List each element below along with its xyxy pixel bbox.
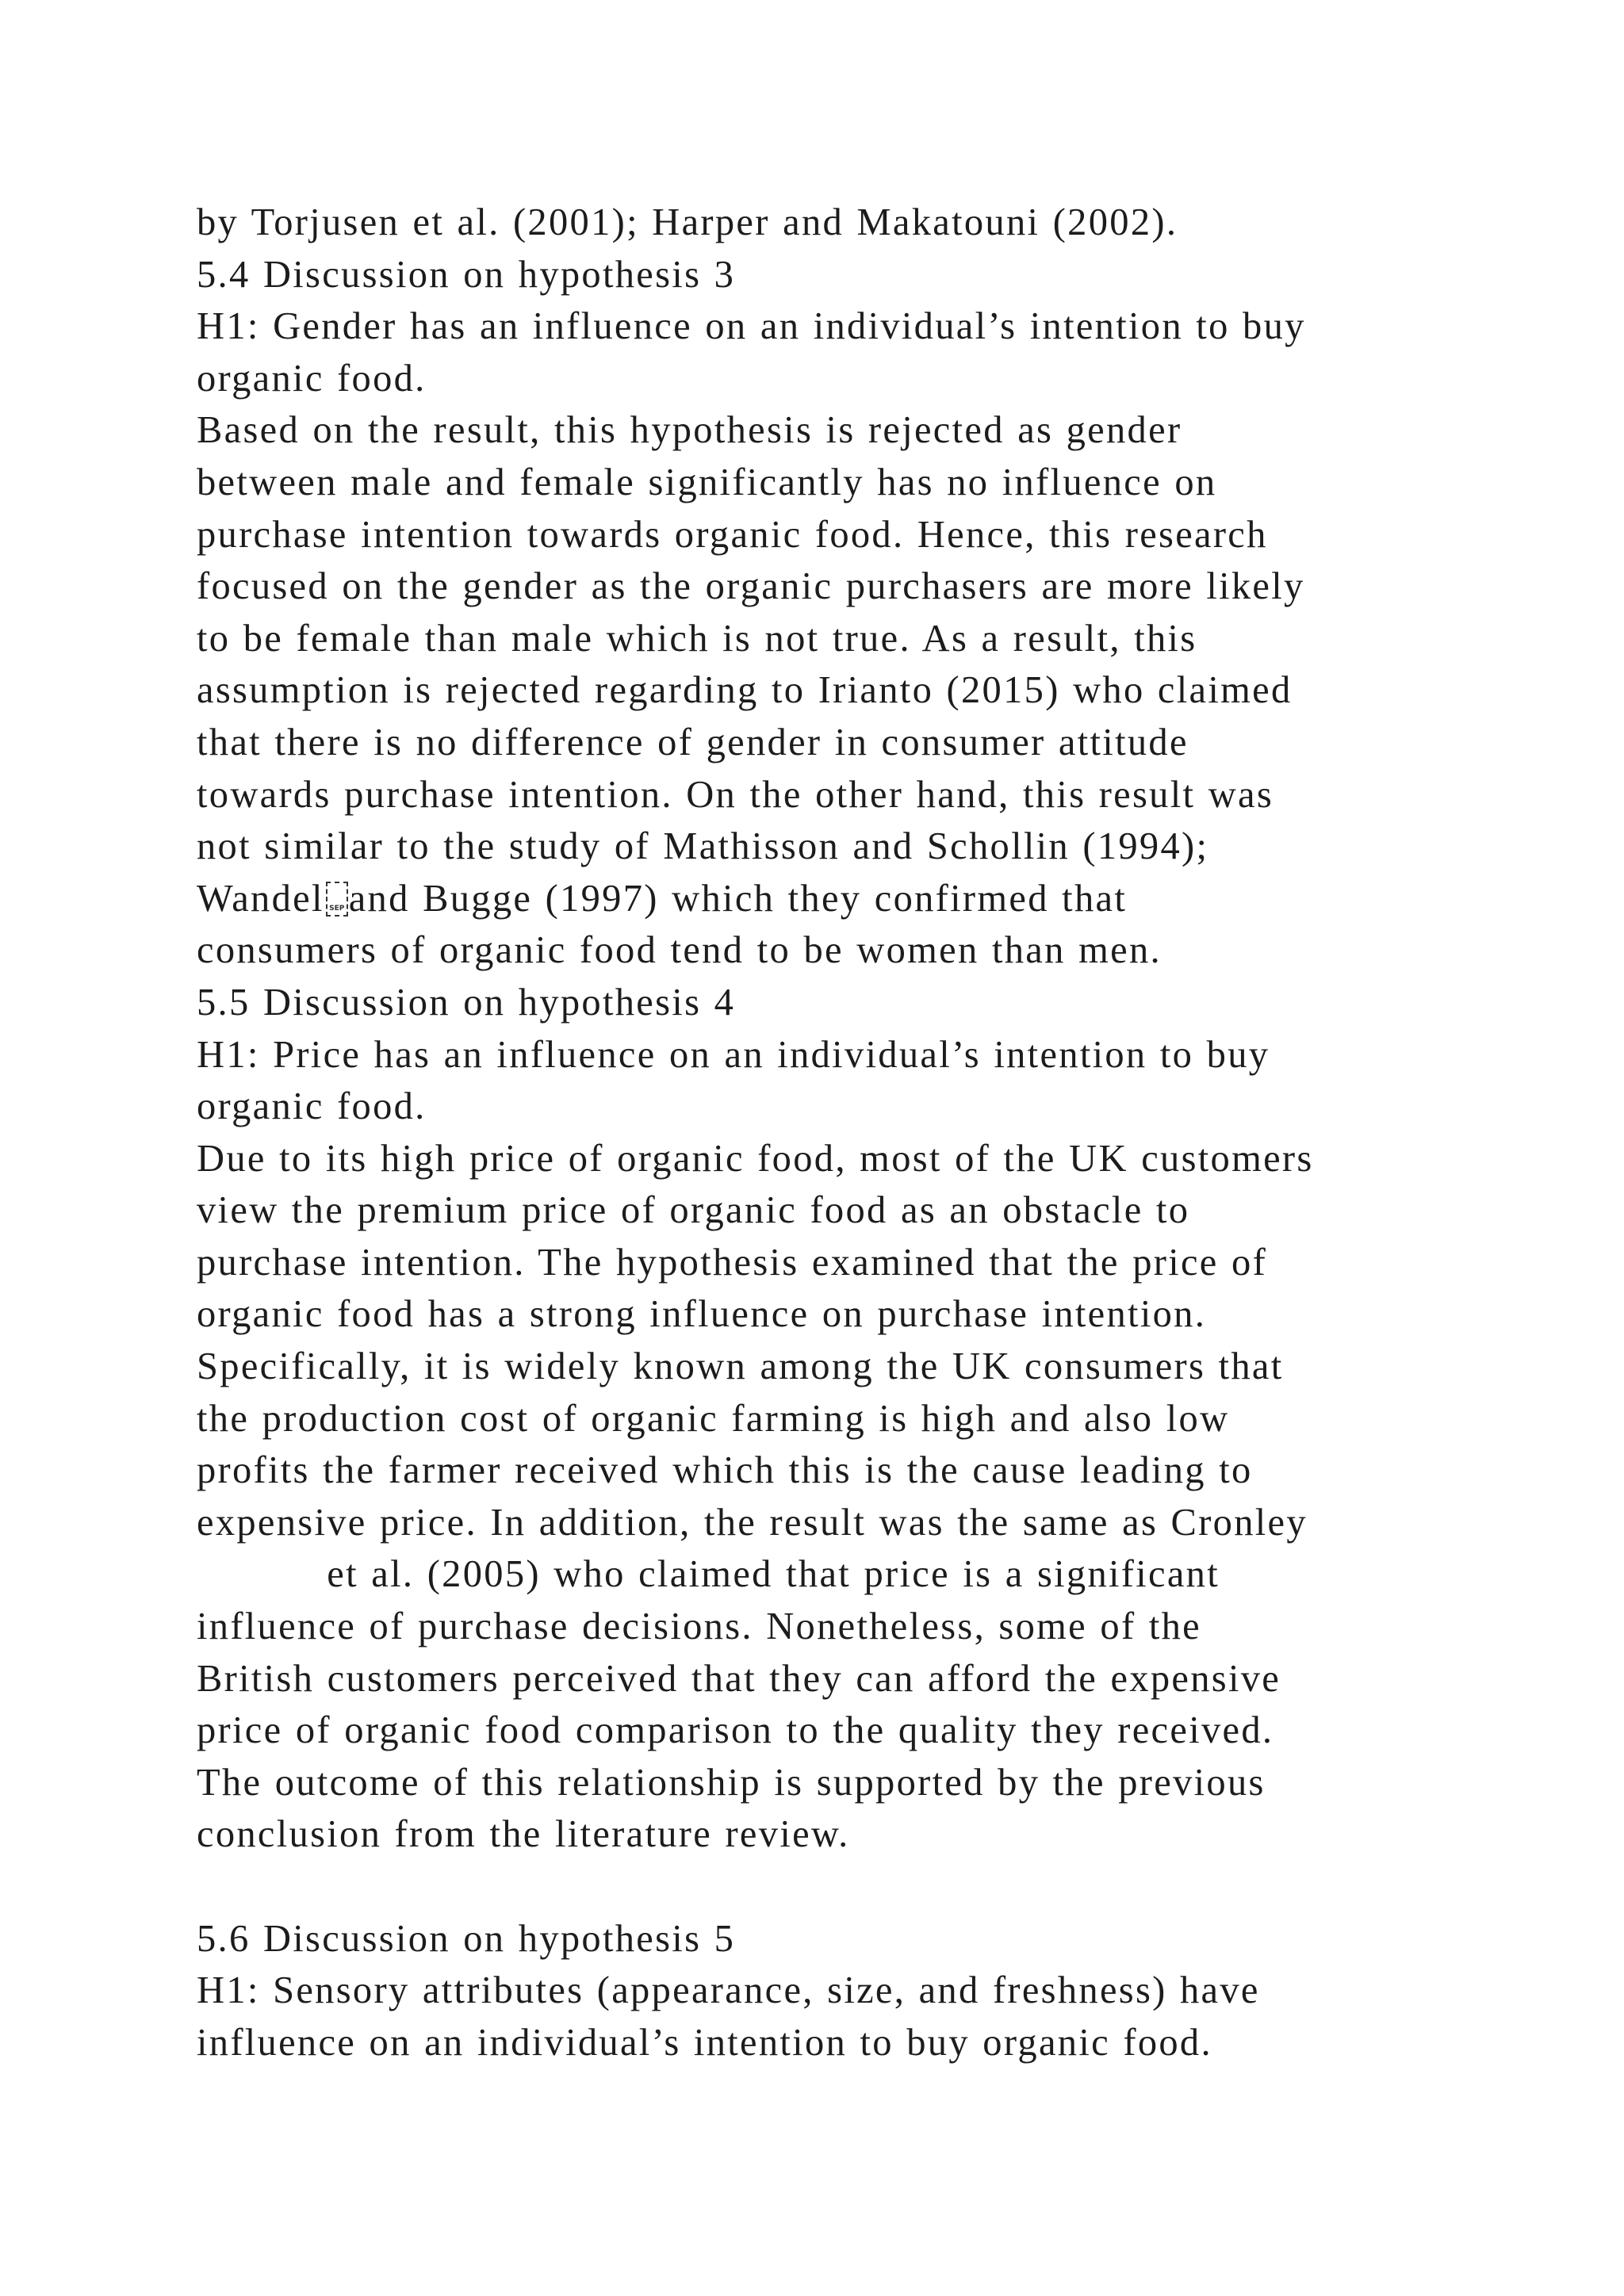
text-line: focused on the gender as the organic purchasers are more likely xyxy=(197,565,1305,608)
hypothesis-4-statement: H1: Price has an influence on an individual’s intention to buy xyxy=(197,1033,1270,1076)
section-heading-5-5: 5.5 Discussion on hypothesis 4 xyxy=(197,981,736,1024)
text-line: between male and female significantly has no influence on xyxy=(197,461,1217,503)
body-text xyxy=(197,197,1481,2068)
text-line: towards purchase intention. On the other hand, this result was xyxy=(197,773,1274,816)
text-line: The outcome of this relationship is supported by the previous xyxy=(197,1761,1266,1804)
text-fragment: Wandel xyxy=(197,877,324,920)
text-line: assumption is rejected regarding to Irianto (2015) who claimed xyxy=(197,669,1293,712)
text-line: organic food has a strong influence on purchase intention. xyxy=(197,1293,1207,1336)
text-line: influence on an individual’s intention to buy organic food. xyxy=(197,2021,1212,2064)
text-line: Due to its high price of organic food, most of the UK customers xyxy=(197,1137,1314,1180)
text-line: expensive price. In addition, the result was the same as Cronley xyxy=(197,1501,1308,1544)
text-line: et al. (2005) who claimed that price is a significant xyxy=(197,1553,1220,1596)
text-line: British customers perceived that they can afford the expensive xyxy=(197,1657,1281,1700)
text-line: organic food. xyxy=(197,357,427,400)
text-line: view the premium price of organic food as an obstacle to xyxy=(197,1189,1190,1232)
text-line: consumers of organic food tend to be women than men. xyxy=(197,929,1162,972)
text-line: influence of purchase decisions. Nonetheless, some of the xyxy=(197,1605,1201,1648)
hypothesis-5-statement: H1: Sensory attributes (appearance, size, and freshness) have xyxy=(197,1969,1260,2012)
hypothesis-3-statement: H1: Gender has an influence on an individual’s intention to buy xyxy=(197,305,1306,348)
text-line: by Torjusen et al. (2001); Harper and Makatouni (2002). xyxy=(197,201,1178,243)
text-line: organic food. xyxy=(197,1085,427,1128)
text-line: Based on the result, this hypothesis is rejected as gender xyxy=(197,409,1182,452)
text-line: that there is no difference of gender in consumer attitude xyxy=(197,721,1189,763)
section-heading-5-6: 5.6 Discussion on hypothesis 5 xyxy=(197,1917,736,1960)
text-line: purchase intention towards organic food. Hence, this research xyxy=(197,513,1268,556)
text-line: to be female than male which is not true. As a result, this xyxy=(197,617,1197,660)
blank-line xyxy=(197,1861,1481,1913)
text-line xyxy=(197,873,1481,925)
text-line: the production cost of organic farming is high and also low xyxy=(197,1397,1230,1440)
text-line: profits the farmer received which this is the cause leading to xyxy=(197,1449,1253,1492)
separator-glyph-label: SEP xyxy=(329,904,345,913)
text-line: conclusion from the literature review. xyxy=(197,1813,850,1856)
text-line: purchase intention. The hypothesis examined that the price of xyxy=(197,1241,1268,1284)
text-fragment: and Bugge (1997) which they confirmed that xyxy=(348,877,1128,920)
section-heading-5-4: 5.4 Discussion on hypothesis 3 xyxy=(197,253,736,296)
text-line: not similar to the study of Mathisson and Schollin (1994); xyxy=(197,825,1209,868)
text-line: price of organic food comparison to the quality they received. xyxy=(197,1709,1274,1752)
separator-glyph-icon xyxy=(326,882,348,916)
text-line: Specifically, it is widely known among the UK consumers that xyxy=(197,1345,1284,1388)
